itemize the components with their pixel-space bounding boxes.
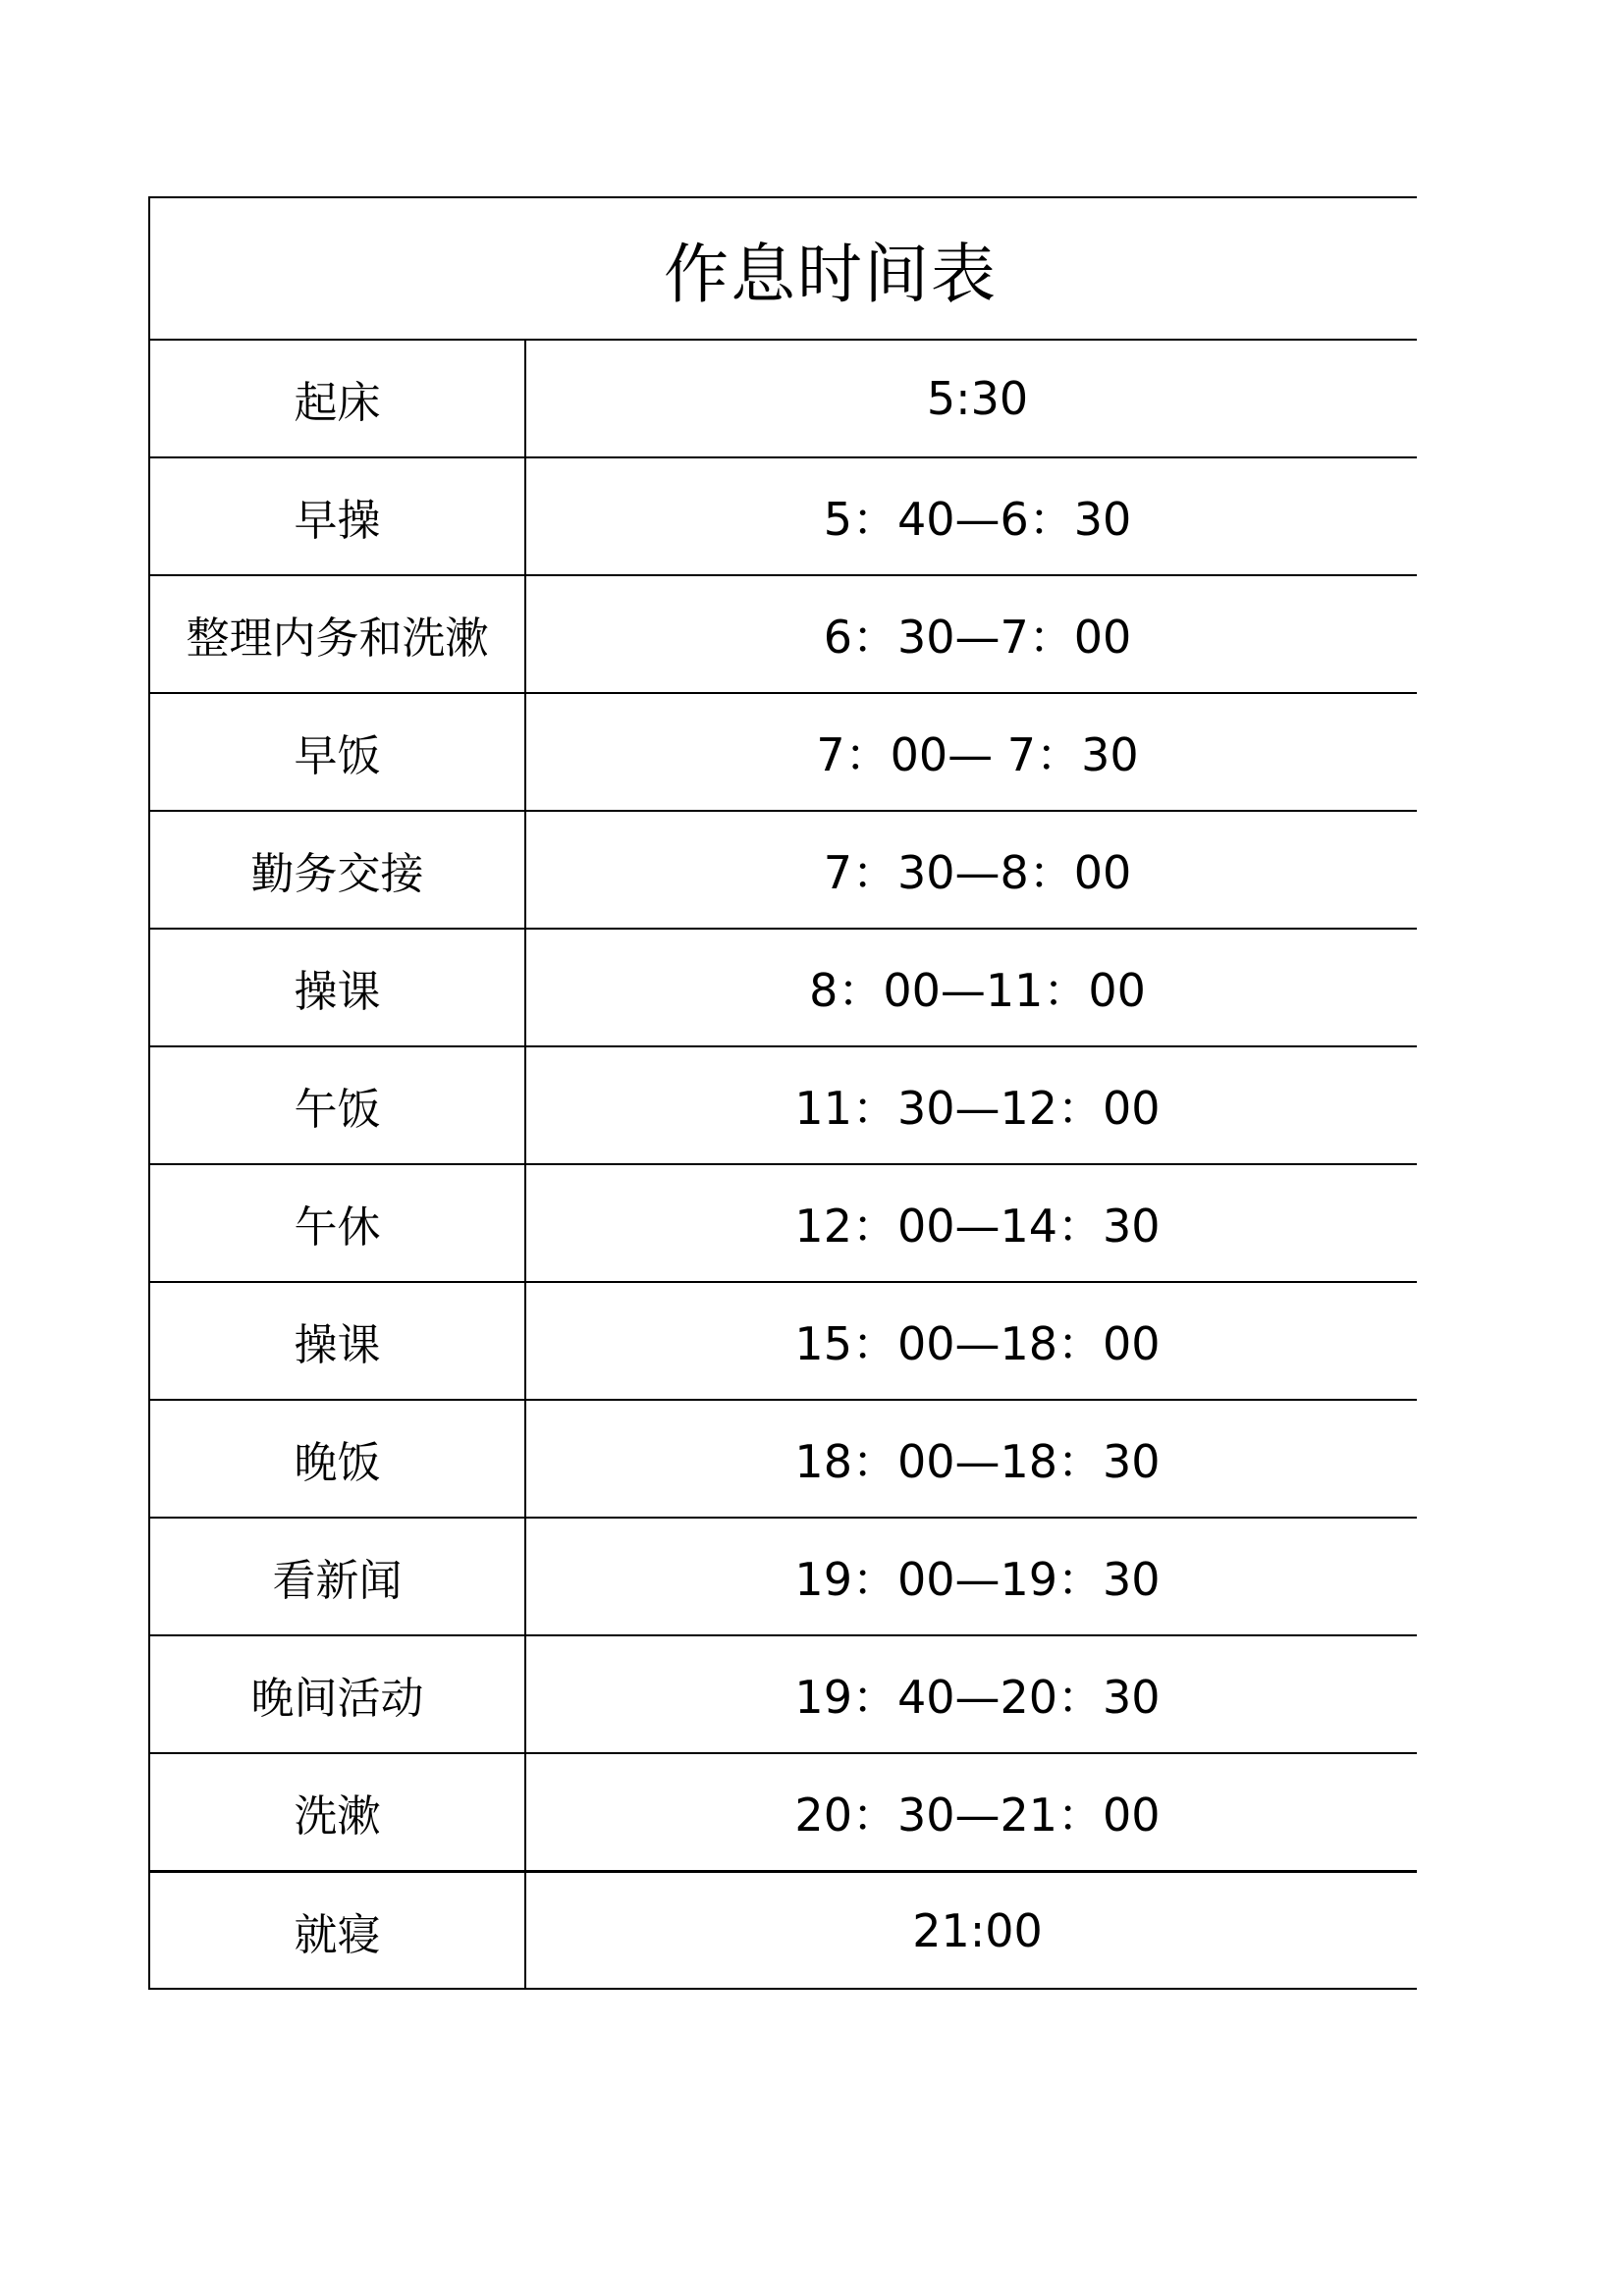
time-cell: 5：40—6：30	[823, 493, 1132, 546]
table-row	[148, 341, 1417, 458]
table-row	[148, 1401, 1417, 1519]
table-row	[148, 1872, 1417, 1990]
table-row	[148, 1283, 1417, 1401]
title-row	[148, 196, 1417, 341]
table-row	[148, 812, 1417, 930]
table-row	[148, 1754, 1417, 1872]
activity-cell: 勤务交接	[150, 812, 526, 928]
time-cell: 5:30	[926, 372, 1029, 425]
time-cell: 20：30—21：00	[794, 1789, 1161, 1842]
time-cell: 11：30—12：00	[794, 1082, 1161, 1135]
page-title: 作息时间表	[664, 237, 998, 312]
activity-cell: 午休	[150, 1165, 526, 1281]
activity-cell: 早操	[150, 458, 526, 574]
table-row	[148, 1519, 1417, 1636]
activity-cell: 早饭	[150, 694, 526, 810]
activity-cell: 操课	[150, 930, 526, 1045]
activity-cell: 洗漱	[150, 1754, 526, 1870]
table-row	[148, 458, 1417, 576]
table-row	[148, 576, 1417, 694]
time-cell: 12：00—14：30	[794, 1200, 1161, 1253]
time-cell: 19：00—19：30	[794, 1553, 1161, 1606]
time-cell: 6：30—7：00	[823, 611, 1132, 664]
table-row	[148, 930, 1417, 1047]
activity-cell: 就寝	[150, 1873, 526, 1988]
time-cell: 19：40—20：30	[794, 1671, 1161, 1724]
activity-cell: 晚间活动	[150, 1636, 526, 1752]
activity-cell: 整理内务和洗漱	[150, 576, 526, 692]
activity-cell: 起床	[150, 341, 526, 456]
activity-cell: 操课	[150, 1283, 526, 1399]
time-cell: 7：30—8：00	[823, 846, 1132, 899]
time-cell: 21:00	[912, 1903, 1043, 1957]
time-cell: 7：00— 7：30	[816, 728, 1139, 781]
activity-cell: 午饭	[150, 1047, 526, 1163]
activity-cell: 看新闻	[150, 1519, 526, 1634]
schedule-table	[148, 196, 1417, 1990]
table-row	[148, 1636, 1417, 1754]
time-cell: 15：00—18：00	[794, 1317, 1161, 1370]
table-row	[148, 1165, 1417, 1283]
time-cell: 8：00—11：00	[809, 964, 1146, 1017]
table-row	[148, 694, 1417, 812]
table-row	[148, 1047, 1417, 1165]
time-cell: 18：00—18：30	[794, 1435, 1161, 1488]
activity-cell: 晚饭	[150, 1401, 526, 1517]
